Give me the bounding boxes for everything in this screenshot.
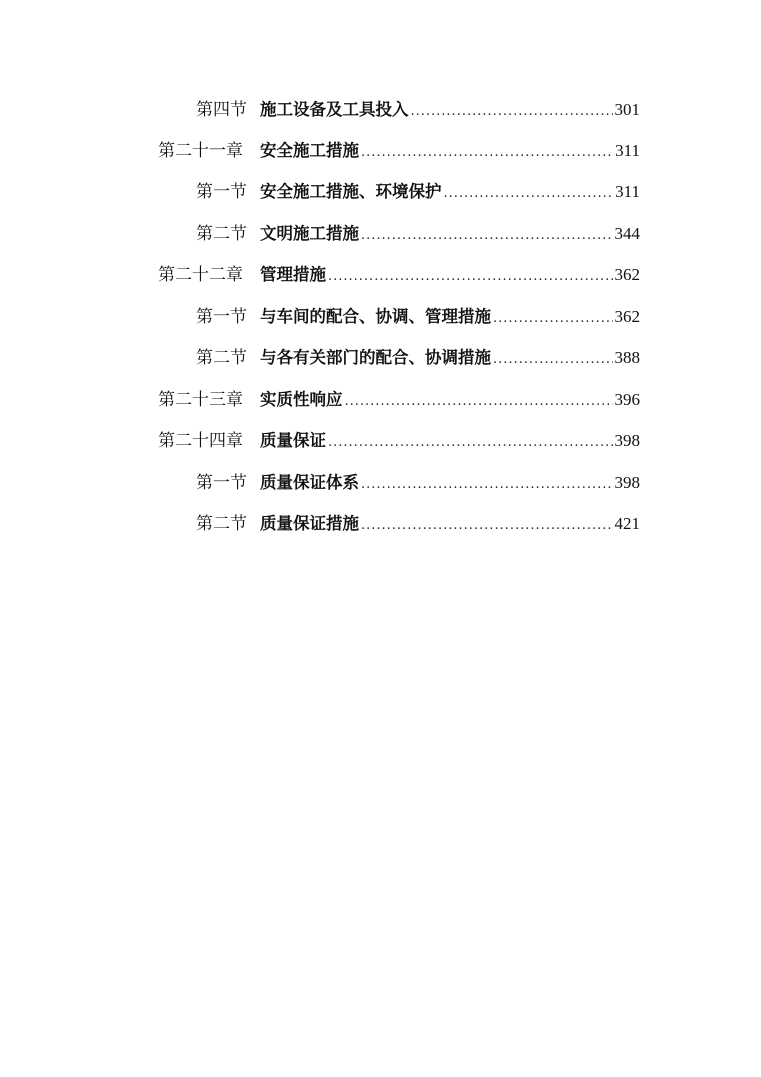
toc-entry-label: 第一节 (196, 182, 247, 202)
toc-entry[interactable] (0, 385, 761, 415)
toc-entry-page: 398 (614, 431, 640, 450)
toc-leader-dots (411, 97, 613, 127)
toc-entry-title: 质量保证措施 (260, 514, 359, 533)
toc-entry-line (260, 95, 640, 127)
toc-entry-title: 与车间的配合、协调、管理措施 (260, 307, 491, 326)
toc-entry-label: 第二节 (196, 224, 247, 244)
toc-entry-page: 398 (614, 473, 640, 492)
toc-entry-label: 第一节 (196, 473, 247, 493)
toc-leader-dots (361, 470, 613, 500)
toc-entry-label: 第二十四章 (158, 431, 243, 451)
toc-entry-label: 第一节 (196, 307, 247, 327)
toc-entry-page: 362 (614, 307, 640, 326)
toc-entry[interactable] (0, 468, 761, 498)
toc-entry-title: 实质性响应 (260, 390, 343, 409)
toc-entry-line (260, 343, 640, 375)
toc-leader-dots (345, 387, 613, 417)
toc-entry-title: 安全施工措施、环境保护 (260, 182, 442, 201)
toc-entry-line (260, 385, 640, 417)
toc-entry[interactable] (0, 219, 761, 249)
toc-entry-label: 第二十一章 (158, 141, 243, 161)
toc-entry-line (260, 426, 640, 458)
toc-entry-page: 301 (614, 100, 640, 119)
toc-entry-label: 第二节 (196, 514, 247, 534)
toc-entry-line (260, 468, 640, 500)
toc-entry-page: 311 (615, 182, 640, 201)
toc-entry-title: 质量保证 (260, 431, 326, 450)
toc-entry-title: 文明施工措施 (260, 224, 359, 243)
toc-entry-title: 安全施工措施 (260, 141, 359, 160)
toc-entry-line (260, 302, 640, 334)
toc-entry-title: 质量保证体系 (260, 473, 359, 492)
toc-leader-dots (361, 511, 613, 541)
toc-entry-label: 第二十二章 (158, 265, 243, 285)
toc-entry-title: 管理措施 (260, 265, 326, 284)
toc-leader-dots (328, 262, 613, 292)
toc-leader-dots (444, 179, 614, 209)
toc-entry-page: 421 (614, 514, 640, 533)
toc-leader-dots (493, 304, 613, 334)
toc-entry-line (260, 509, 640, 541)
toc-leader-dots (361, 138, 613, 168)
toc-entry-page: 396 (614, 390, 640, 409)
toc-leader-dots (361, 221, 613, 251)
toc-entry-label: 第四节 (196, 100, 247, 120)
toc-entry[interactable] (0, 136, 761, 166)
toc-entry-label: 第二十三章 (158, 390, 243, 410)
toc-entry-line (260, 219, 640, 251)
toc-entry-title: 施工设备及工具投入 (260, 100, 409, 119)
toc-entry[interactable] (0, 426, 761, 456)
toc-entry-line (260, 136, 640, 168)
toc-entry[interactable] (0, 509, 761, 539)
toc-entry-label: 第二节 (196, 348, 247, 368)
toc-entry-title: 与各有关部门的配合、协调措施 (260, 348, 491, 367)
toc-entry-page: 344 (614, 224, 640, 243)
toc-entry-line (260, 177, 640, 209)
toc-entry[interactable] (0, 95, 761, 125)
toc-leader-dots (328, 428, 613, 458)
toc-entry-page: 388 (614, 348, 640, 367)
toc-entry-page: 362 (614, 265, 640, 284)
toc-entry-line (260, 260, 640, 292)
toc-leader-dots (493, 345, 613, 375)
toc-entry[interactable] (0, 260, 761, 290)
toc-entry[interactable] (0, 302, 761, 332)
toc-entry[interactable] (0, 177, 761, 207)
toc-entry-page: 311 (615, 141, 640, 160)
toc-entry[interactable] (0, 343, 761, 373)
